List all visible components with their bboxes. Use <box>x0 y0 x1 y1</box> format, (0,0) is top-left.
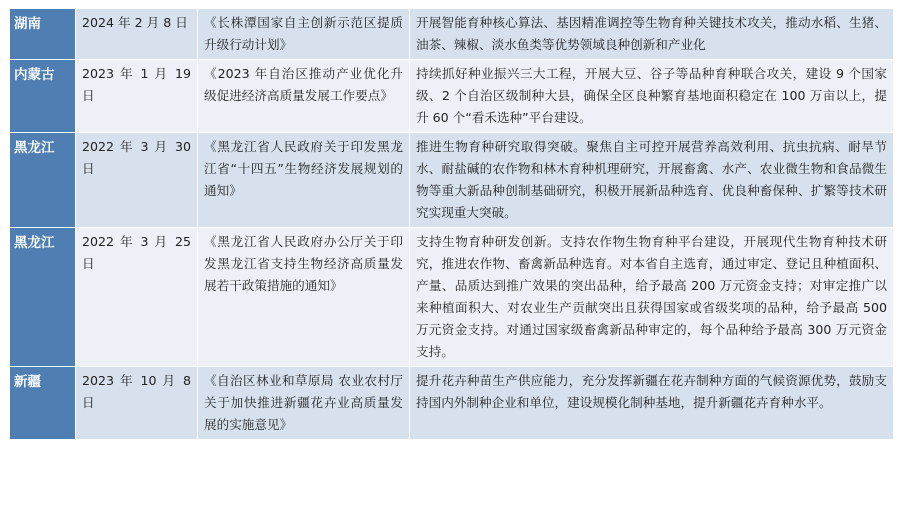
region-cell: 内蒙古 <box>10 60 76 133</box>
policy-content-cell: 提升花卉种苗生产供应能力，充分发挥新疆在花卉制种方面的气候资源优势，鼓励支持国内外制种企业和单位，建设规模化制种基地，提升新疆花卉育种水平。 <box>410 367 894 440</box>
policy-content-cell: 推进生物育种研究取得突破。聚焦自主可控开展营养高效利用、抗虫抗病、耐旱节水、耐盐碱的农作物和林木育种机理研究，开展畜禽、水产、农业微生物和食品微生物等重大新品种创制基础研究，积极开展新品种选育、优良种畜保种、扩繁等技术研究实现重大突破。 <box>410 133 894 228</box>
policy-name-cell: 《黑龙江省人民政府办公厅关于印发黑龙江省支持生物经济高质量发展若干政策措施的通知》 <box>198 228 410 367</box>
table-row <box>10 228 894 367</box>
policy-name-cell: 《黑龙江省人民政府关于印发黑龙江省“十四五”生物经济发展规划的通知》 <box>198 133 410 228</box>
policy-table <box>9 8 894 440</box>
policy-content-cell: 持续抓好种业振兴三大工程，开展大豆、谷子等品种育种联合攻关，建设 9 个国家级、2 个自治区级制种大县，确保全区良种繁育基地面积稳定在 100 万亩以上，提升 60 个“看禾选种”平台建设。 <box>410 60 894 133</box>
date-cell: 2023 年 10 月 8 日 <box>76 367 198 440</box>
date-cell: 2022 年 3 月 25 日 <box>76 228 198 367</box>
policy-name-cell: 《长株潭国家自主创新示范区提质升级行动计划》 <box>198 9 410 60</box>
date-cell: 2023 年 1 月 19 日 <box>76 60 198 133</box>
region-cell: 新疆 <box>10 367 76 440</box>
table-row <box>10 367 894 440</box>
date-cell: 2022 年 3 月 30 日 <box>76 133 198 228</box>
policy-content-cell: 开展智能育种核心算法、基因精准调控等生物育种关键技术攻关，推动水稻、生猪、油茶、辣椒、淡水鱼类等优势领域良种创新和产业化 <box>410 9 894 60</box>
table-row <box>10 9 894 60</box>
table-row <box>10 60 894 133</box>
table-row <box>10 133 894 228</box>
date-cell: 2024 年 2 月 8 日 <box>76 9 198 60</box>
region-cell: 黑龙江 <box>10 228 76 367</box>
policy-name-cell: 《2023 年自治区推动产业优化升级促进经济高质量发展工作要点》 <box>198 60 410 133</box>
region-cell: 黑龙江 <box>10 133 76 228</box>
region-cell: 湖南 <box>10 9 76 60</box>
policy-name-cell: 《自治区林业和草原局 农业农村厅关于加快推进新疆花卉业高质量发展的实施意见》 <box>198 367 410 440</box>
policy-content-cell: 支持生物育种研发创新。支持农作物生物育种平台建设，开展现代生物育种技术研究，推进农作物、畜禽新品种选育。对本省自主选育，通过审定、登记且种植面积、产量、品质达到推广效果的突出品种，给予最高 200 万元资金支持；对审定推广以来种植面积大、对农业生产贡献突出且获得国家或省级奖项的品种，给予最高 500 万元资金支持。对通过国家级畜禽新品种审定的，每个品种给予最高 300 万元资金支持。 <box>410 228 894 367</box>
